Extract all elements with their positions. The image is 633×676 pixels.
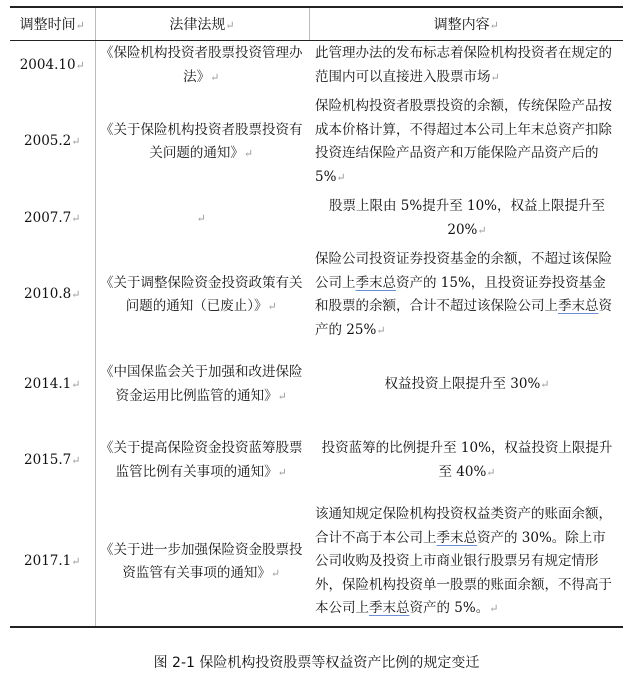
table-row (10, 194, 623, 244)
row-date: 2014.1↵ (24, 375, 81, 392)
row-date: 2010.8↵ (24, 286, 81, 303)
row-law: 《中国保监会关于加强和改进保险资金运用比例监管的通知》↵ (95, 347, 309, 423)
row-content: 该通知规定保险机构投资权益类资产的账面余额，合计不高于本公司上季末总资产的 30%。除上市公司收购及投资上市商业银行股票另有规定情形外，保险机构投资单一股票的账面余额，不得高于本公司上季末总资产的 5%。↵ (309, 499, 623, 627)
header-content: 调整内容↵ (309, 7, 623, 41)
table-row (10, 499, 623, 627)
figure-caption: 图 2-1 保险机构投资股票等权益资产比例的规定变迁 (153, 655, 480, 671)
table-row (10, 244, 623, 347)
regulation-table (10, 6, 623, 628)
row-law: 《关于保险机构投资者股票投资有关问题的通知》↵ (95, 91, 309, 194)
row-law: ↵ (95, 194, 309, 244)
row-content: 权益投资上限提升至 30%↵ (384, 375, 550, 392)
row-content: 投资蓝筹的比例提升至 10%，权益投资上限提升至 40%↵ (321, 440, 613, 480)
table-header-row (10, 7, 623, 41)
table-row (10, 91, 623, 194)
row-law: 《关于调整保险资金投资政策有关问题的通知（已废止）》↵ (95, 244, 309, 347)
row-date: 2007.7↵ (24, 209, 81, 226)
row-content: 此管理办法的发布标志着保险机构投资者在规定的范围内可以直接进入股票市场↵ (315, 45, 612, 85)
row-law: 《保险机构投资者股票投资管理办法》↵ (95, 41, 309, 91)
header-law: 法律法规↵ (95, 7, 309, 41)
table-row (10, 41, 623, 91)
row-law: 《关于进一步加强保险资金股票投资监管有关事项的通知》↵ (95, 499, 309, 627)
row-law: 《关于提高保险资金投资蓝筹股票监管比例有关事项的通知》↵ (95, 423, 309, 499)
row-content: 保险机构投资者股票投资的余额，传统保险产品按成本价格计算，不得超过本公司上年末总资产扣除投资连结保险产品资产和万能保险产品资产后的 5%↵ (315, 98, 612, 185)
table-row (10, 423, 623, 499)
row-content: 股票上限由 5%提升至 10%，权益上限提升至 20%↵ (328, 198, 605, 238)
row-date: 2004.10↵ (19, 57, 85, 73)
table-row (10, 347, 623, 423)
header-adjust-time: 调整时间↵ (10, 7, 95, 41)
row-date: 2017.1↵ (10, 499, 95, 627)
row-date: 2015.7↵ (24, 451, 81, 468)
row-date: 2005.2↵ (24, 133, 81, 150)
row-content: 保险公司投资证券投资基金的余额，不超过该保险公司上季末总资产的 15%，且投资证券投资基金和股票的余额，合计不超过该保险公司上季末总资产的 25%↵ (315, 251, 612, 338)
